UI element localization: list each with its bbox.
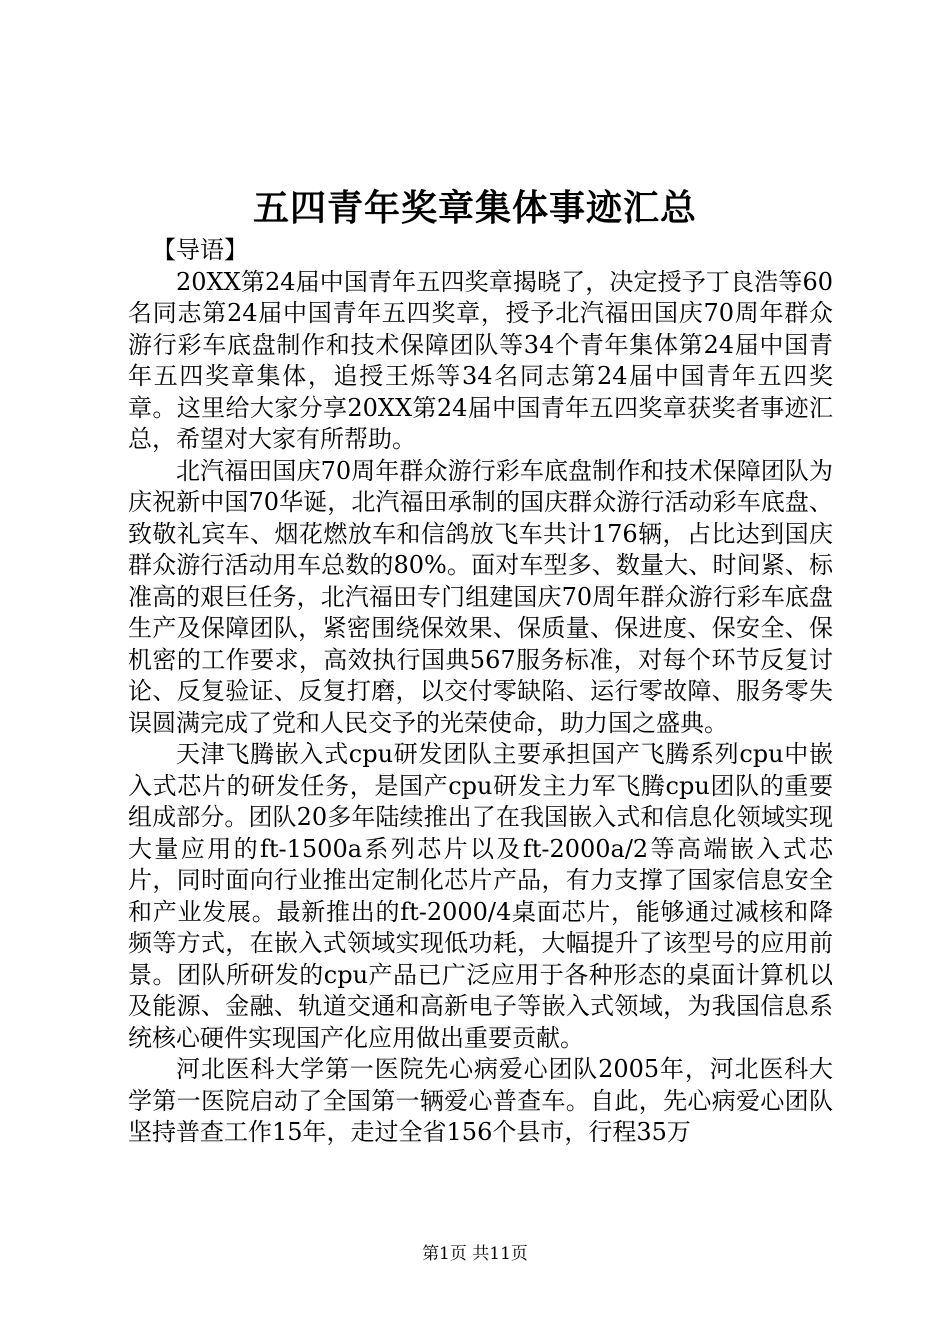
paragraph-beiqi-futian: 北汽福田国庆70周年群众游行彩车底盘制作和技术保障团队为庆祝新中国70华诞，北汽福田承制的国庆群众游行活动彩车底盘、致敬礼宾车、烟花燃放车和信鸽放飞车共计176辆，占比达到国庆群众游行活动用车总数的80%。面对车型多、数量大、时间紧、标准高的艰巨任务，北汽福田专门组建国庆70周年群众游行彩车底盘生产及保障团队，紧密围绕保效果、保质量、保进度、保安全、保机密的工作要求，高效执行国典567服务标准，对每个环节反复讨论、反复验证、反复打磨，以交付零缺陷、运行零故障、服务零失误圆满完成了党和人民交予的光荣使命，助力国之盛典。 <box>128 456 833 737</box>
paragraph-tianjin-feiteng: 天津飞腾嵌入式cpu研发团队主要承担国产飞腾系列cpu中嵌入式芯片的研发任务，是国产cpu研发主力军飞腾cpu团队的重要组成部分。团队20多年陆续推出了在我国嵌入式和信息化领域实现大量应用的ft-1500a系列芯片以及ft-2000a/2等高端嵌入式芯片，同时面向行业推出定制化芯片产品，有力支撑了国家信息安全和产业发展。最新推出的ft-2000/4桌面芯片，能够通过减核和降频等方式，在嵌入式领域实现低功耗，大幅提升了该型号的应用前景。团队所研发的cpu产品已广泛应用于各种形态的桌面计算机以及能源、金融、轨道交通和高新电子等嵌入式领域，为我国信息系统核心硬件实现国产化应用做出重要贡献。 <box>128 740 833 1052</box>
page-footer: 第1页 共11页 <box>422 1244 528 1264</box>
paragraph-intro: 20XX第24届中国青年五四奖章揭晓了，决定授予丁良浩等60名同志第24届中国青年五四奖章，授予北汽福田国庆70周年群众游行彩车底盘制作和技术保障团队等34个青年集体第24届中国青年五四奖章集体，追授王烁等34名同志第24届中国青年五四奖章。这里给大家分享20XX第24届中国青年五四奖章获奖者事迹汇总，希望对大家有所帮助。 <box>128 267 833 453</box>
paragraph-hebei-medical: 河北医科大学第一医院先心病爱心团队2005年，河北医科大学第一医院启动了全国第一辆爱心普查车。自此，先心病爱心团队坚持普查工作15年，走过全省156个县市，行程35万 <box>128 1055 833 1146</box>
document-body <box>128 235 833 1149</box>
lead-label: 【导语】 <box>152 236 248 264</box>
document-title: 五四青年奖章集体事迹汇总 <box>252 187 697 229</box>
